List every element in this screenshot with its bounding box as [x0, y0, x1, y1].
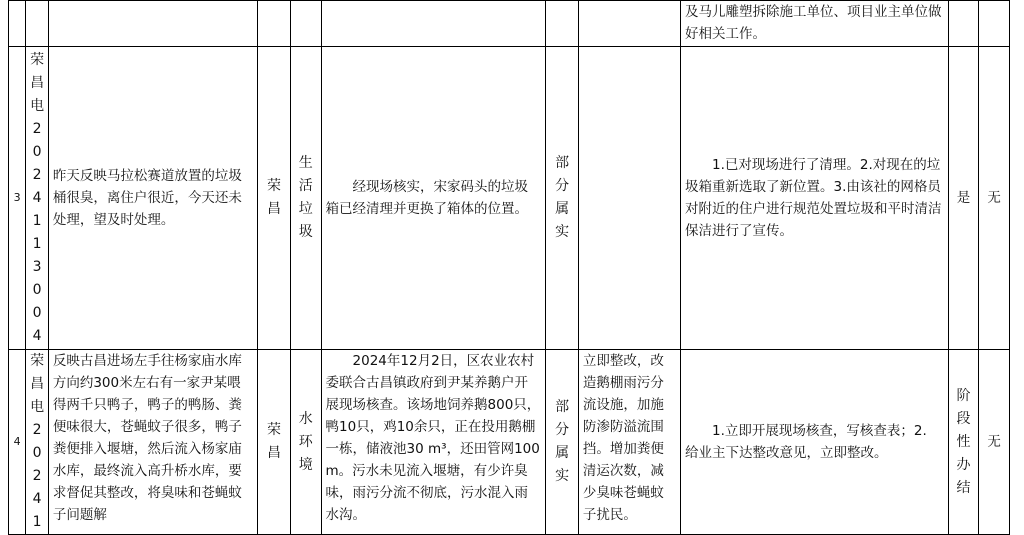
table-row	[9, 1, 1010, 47]
closed-text: 阶 段 性 办 结	[956, 387, 971, 496]
ticket-number-cell	[26, 1, 48, 47]
rectification-cell	[578, 1, 680, 47]
closed-cell	[948, 350, 979, 535]
complaint-table	[8, 0, 1010, 535]
ticket-number-text: 荣 昌 电 2 0 2 4 1	[30, 353, 45, 530]
category-cell	[290, 1, 321, 47]
accountability-cell: 无	[979, 47, 1010, 350]
ticket-number-cell	[26, 350, 48, 535]
area-text: 荣 昌	[267, 422, 282, 461]
check-result-cell: 2024年12月2日，区农业农村委联合古昌镇政府到尹某养鹅户开展现场核查。该场地饲养鹅800只，鸭10只，鸡10余只，正在投用鹅棚一栋，储液池30 m³，还田管网100 m。污水未见流入堰塘，有少许臭味，雨污分流不彻底，污水混入雨水沟。	[321, 350, 546, 535]
content-cell: 反映古昌进场左手往杨家庙水库方向约300米左右有一家尹某喂得两千只鸭子，鸭子的鸭肠、粪便味很大，苍蝇蚊子很多，鸭子粪便排入堰塘，然后流入杨家庙水库，最终流入高升桥水库，要求督促其整改，将臭味和苍蝇蚊子问题解	[48, 350, 257, 535]
ticket-number-text: 荣 昌 电 2 0 2 4 1 1 3 0 0 4	[30, 51, 45, 344]
check-result-cell: 经现场核实，宋家码头的垃圾箱已经清理并更换了箱体的位置。	[321, 47, 546, 350]
index-cell: 4	[9, 350, 26, 535]
verdict-text: 部 分 属 实	[555, 155, 570, 240]
measures-cell: 及马儿雕塑拆除施工单位、项目业主单位做好相关工作。	[681, 1, 949, 47]
verdict-cell	[546, 350, 579, 535]
area-cell	[258, 1, 291, 47]
category-cell	[290, 47, 321, 350]
index-cell	[9, 1, 26, 47]
rectification-cell	[578, 47, 680, 350]
content-cell: 昨天反映马拉松赛道放置的垃圾桶很臭，离住户很近，今天还未处理，望及时处理。	[48, 47, 257, 350]
verdict-cell	[546, 1, 579, 47]
accountability-cell	[979, 1, 1010, 47]
document-page	[8, 0, 1018, 533]
verdict-cell	[546, 47, 579, 350]
closed-cell	[948, 1, 979, 47]
accountability-cell: 无	[979, 350, 1010, 535]
measures-cell: 1.已对现场进行了清理。2.对现在的垃圾箱重新选取了新位置。3.由该社的网格员对附近的住户进行规范处置垃圾和平时清洁保洁进行了宣传。	[681, 47, 949, 350]
closed-cell: 是	[948, 47, 979, 350]
area-cell	[258, 350, 291, 535]
verdict-text: 部 分 属 实	[555, 399, 570, 484]
check-result-cell	[321, 1, 546, 47]
rectification-cell: 立即整改，改造鹅棚雨污分流设施，加施防渗防溢流围挡。增加粪便清运次数，减少臭味苍蝇蚊子扰民。	[578, 350, 680, 535]
area-text: 荣 昌	[267, 178, 282, 217]
category-text: 水 环 境	[298, 410, 313, 473]
category-cell	[290, 350, 321, 535]
ticket-number-cell	[26, 47, 48, 350]
measures-cell: 1.立即开展现场核查，写核查表；2. 给业主下达整改意见，立即整改。	[681, 350, 949, 535]
content-cell	[48, 1, 257, 47]
table-row	[9, 47, 1010, 350]
index-cell: 3	[9, 47, 26, 350]
category-text: 生 活 垃 圾	[298, 155, 313, 240]
table-row	[9, 350, 1010, 535]
area-cell	[258, 47, 291, 350]
